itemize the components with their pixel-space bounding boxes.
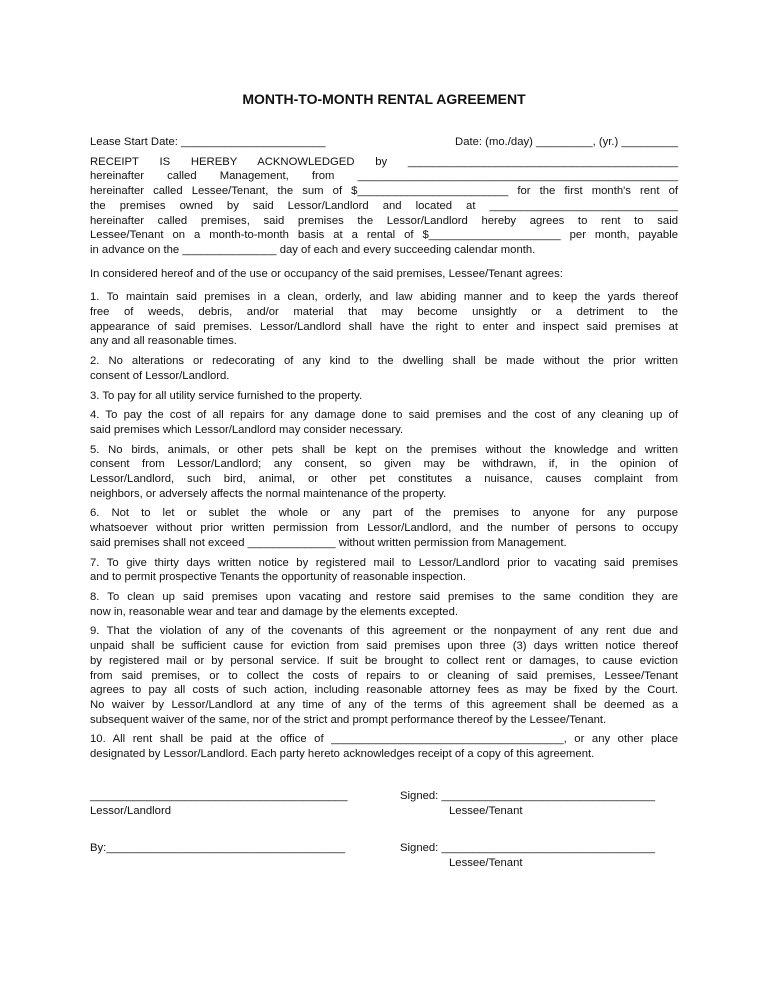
clause-line: 4. To pay the cost of all repairs for any damage done to said premises and the cost of any cleaning up of [90,409,678,422]
receipt-line: hereinafter called Management, from ___________________________________________________ [90,170,678,183]
receipt-paragraph [90,155,678,258]
clause-line: 6. Not to let or sublet the whole or any part of the premises to anyone for any purpose [90,507,678,520]
receipt-line: in advance on the _______________ day of each and every succeeding calendar month. [90,243,536,256]
clause-6 [90,506,678,550]
clause-line: said premises which Lessor/Landlord may consider necessary. [90,423,404,436]
clause-line: agrees to pay all costs of such action, including reasonable attorney fees as may be fixed by the Court. [90,684,678,697]
clause-line: by registered mail or by personal service. If suit be brought to collect rent or damages, to cause eviction [90,654,678,667]
clause-7 [90,556,678,585]
receipt-line: RECEIPT IS HEREBY ACKNOWLEDGED by ___________________________________________ [90,155,678,168]
clause-line: whatsoever without prior written permission from Lessor/Landlord, and the number of persons to occupy [90,522,678,535]
clause-line: 5. No birds, animals, or other pets shall be kept on the premises without the knowledge and written [90,443,678,456]
lessor-signature-line: _________________________________________ [90,790,348,802]
clause-line: consent from Lessor/Landlord; any consent, so given may be withdrawn, if, in the opinion of [90,458,678,471]
receipt-line: Lessee/Tenant on a month-to-month basis at a rental of $_____________________ per month, payable [90,229,678,242]
clause-3 [90,389,678,404]
clause-line: unpaid shall be sufficient cause for eviction from said premises upon three (3) days written notice thereof [90,640,678,653]
clause-line: Lessor/Landlord, such bird, animal, or other pet constitutes a nuisance, causes complaint from [90,473,678,486]
clause-5 [90,443,678,502]
lessor-label: Lessor/Landlord [90,805,172,817]
clause-line: consent of Lessor/Landlord. [90,369,230,382]
receipt-line: hereinafter called Lessee/Tenant, the sum of $________________________ for the first month's rent of [90,185,678,198]
clause-line: 2. No alterations or redecorating of any kind to the dwelling shall be made without the prior written [90,355,678,368]
agreement-body [90,135,678,767]
clause-line: subsequent waiver of the same, nor of the strict and prompt performance thereof by the Lessee/Tenant. [90,713,607,726]
clause-line: designated by Lessor/Landlord. Each party hereto acknowledges receipt of a copy of this agreement. [90,748,595,761]
clause-line: 10. All rent shall be paid at the office of _____________________________________, or any other place [90,733,678,746]
clause-line: from said premises, or to collect the costs of repairs to or cleaning of said premises, Lessee/Tenant [90,669,678,682]
receipt-line: hereinafter called premises, said premises the Lessor/Landlord hereby agrees to rent to said [90,214,678,227]
clause-line: any and all reasonable times. [90,335,237,348]
clause-line: appearance of said premises. Lessor/Landlord shall have the right to enter and inspect said premises at [90,320,678,333]
lessee-signature-line-2: Signed: __________________________________ [400,842,656,854]
clause-9 [90,624,678,727]
receipt-line: the premises owned by said Lessor/Landlord and located at ______________________________ [90,199,678,212]
clause-line: free of weeds, debris, and/or material that may become unsightly or a detriment to the [90,306,678,319]
clause-line: now in, reasonable wear and tear and damage by the elements excepted. [90,605,459,618]
clause-line: said premises shall not exceed ______________ without written permission from Management. [90,536,567,549]
clause-4 [90,408,678,437]
document-title: MONTH-TO-MONTH RENTAL AGREEMENT [242,91,526,107]
date-field: Date: (mo./day) _________, (yr.) _________ [455,136,678,148]
clause-2 [90,354,678,383]
header-row [90,135,678,150]
lease-start-field: Lease Start Date: _______________________ [90,136,326,148]
clause-line: 1. To maintain said premises in a clean, orderly, and law abiding manner and to keep the yards thereof [90,291,678,304]
clause-line: 8. To clean up said premises upon vacating and restore said premises to the same condition they are [90,590,678,603]
by-signature-line: By:______________________________________ [90,842,346,854]
clause-line: neighbors, or adversely affects the normal maintenance of the property. [90,487,447,500]
clause-10 [90,732,678,761]
clause-1 [90,290,678,349]
clause-8 [90,590,678,619]
lessee-label-2: Lessee/Tenant [449,857,523,869]
lessee-label-1: Lessee/Tenant [449,805,523,817]
intro-paragraph: In considered hereof and of the use or occupancy of the said premises, Lessee/Tenant agrees: [90,267,563,280]
clause-line: 7. To give thirty days written notice by registered mail to Lessor/Landlord prior to vacating said premises [90,556,678,569]
clause-line: No waiver by Lessor/Landlord at any time of any of the terms of this agreement shall be deemed as a [90,698,678,711]
lessee-signature-line-1: Signed: __________________________________ [400,790,656,802]
clauses-list [90,290,678,761]
clause-line: 9. That the violation of any of the covenants of this agreement or the nonpayment of any rent due and [90,625,678,638]
clause-line: and to permit prospective Tenants the opportunity of reasonable inspection. [90,571,466,584]
clause-line: 3. To pay for all utility service furnished to the property. [90,389,363,402]
